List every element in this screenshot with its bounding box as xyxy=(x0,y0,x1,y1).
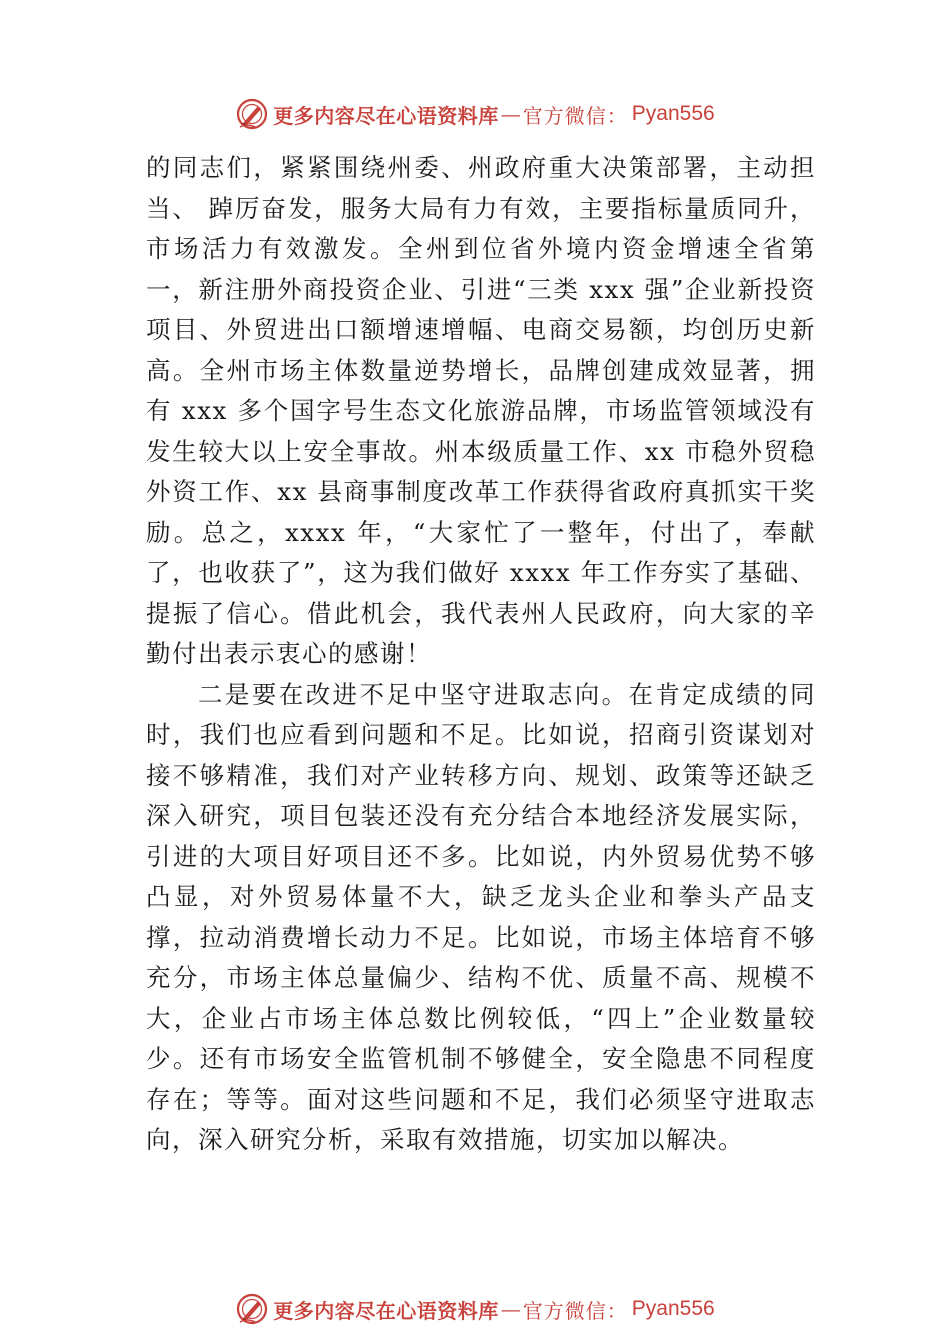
pen-circle-logo-icon xyxy=(235,1292,269,1326)
paragraph-continuation: 的同志们，紧紧围绕州委、州政府重大决策部署，主动担当、 踔厉奋发，服务大局有力有效，主要指标量质同升，市场活力有效激发。全州到位省外境内资金增速全省第一，新注册外商投资企业、引进“三类 xxx 强”企业新投资项目、外贸进出口额增速增幅、电商交易额，均创历史新高。全州市场主体数量逆势增长，品牌创建成效显著，拥有 xxx 多个国字号生态文化旅游品牌，市场监管领域没有发生较大以上安全事故。州本级质量工作、xx 市稳外贸稳外资工作、xx 县商事制度改革工作获得省政府真抓实干奖励。总之，xxxx 年，“大家忙了一整年，付出了，奉献了，也收获了”，这为我们做好 xxxx 年工作夯实了基础、提振了信心。借此机会，我代表州人民政府，向大家的辛勤付出表示衷心的感谢！ xyxy=(146,153,816,668)
footer-banner xyxy=(0,1287,950,1331)
banner-dash: — xyxy=(500,102,521,126)
banner-brand-text: 更多内容尽在心语资料库 xyxy=(273,1298,499,1323)
banner-dash: — xyxy=(500,1297,521,1321)
banner-wechat-id: Pyan556 xyxy=(631,102,715,125)
banner-wechat-id: Pyan556 xyxy=(631,1297,715,1320)
pen-circle-logo-icon xyxy=(235,97,269,131)
paragraph-second-point: 二是要在改进不足中坚守进取志向。在肯定成绩的同时，我们也应看到问题和不足。比如说，招商引资谋划对接不够精准，我们对产业转移方向、规划、政策等还缺乏深入研究，项目包装还没有充分结合本地经济发展实际，引进的大项目好项目还不多。比如说，内外贸易优势不够凸显，对外贸易体量不大，缺乏龙头企业和拳头产品支撑，拉动消费增长动力不足。比如说，市场主体培育不够充分，市场主体总量偏少、结构不优、质量不高、规模不大，企业占市场主体总数比例较低，“四上”企业数量较少。还有市场安全监管机制不够健全，安全隐患不同程度存在；等等。面对这些问题和不足，我们必须坚守进取志向，深入研究分析，采取有效措施，切实加以解决。 xyxy=(146,679,816,1154)
banner-wechat-label: 官方微信： xyxy=(522,103,628,128)
document-body xyxy=(146,148,816,1161)
header-banner xyxy=(0,92,950,136)
banner-wechat-label: 官方微信： xyxy=(522,1298,628,1323)
banner-brand-text: 更多内容尽在心语资料库 xyxy=(273,103,499,128)
